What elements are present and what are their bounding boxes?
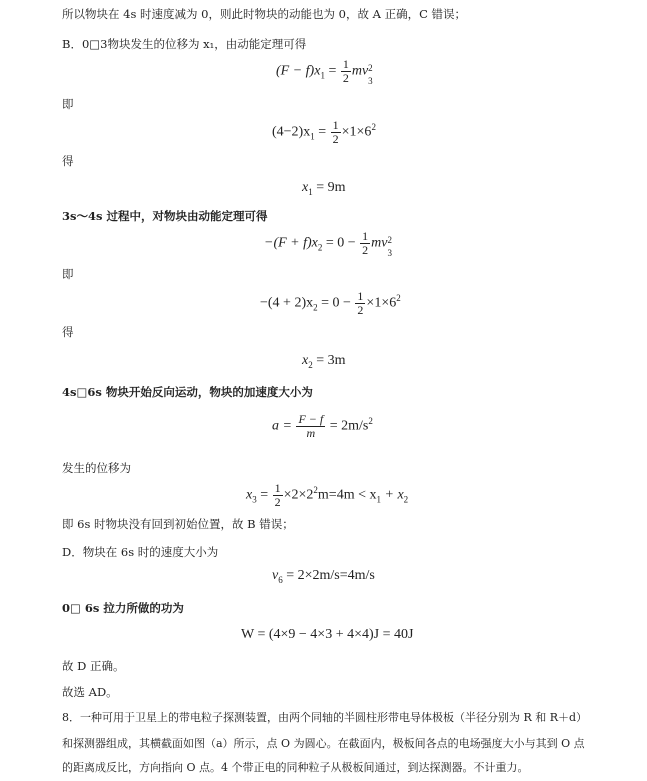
equation-4: $-(F + f)x_2 = 0$ − $\frac{1}{2}$ mv 2 3 [264, 229, 392, 258]
text-line: 得 [62, 325, 74, 339]
equation-8: $x_3$ = $\frac{1}{2}$ $\times 2\times 2^2m=4m < x_1 + x_2$ [246, 481, 409, 509]
equation-2: $(4-2)x_1$ = $\frac{1}{2}$ $\times 1\times 6^2$ [272, 118, 376, 146]
text-line: 得 [62, 154, 74, 168]
equation-6: $x_2 = 3m$ [302, 353, 346, 370]
text-line: 发生的位移为 [62, 461, 131, 475]
text-line: 故 D 正确。 [62, 659, 125, 673]
equation-5: $-(4 + 2)x_2 = 0$ − $\frac{1}{2}$ $\times 1\times 6^2$ [260, 289, 401, 317]
text-line: 即 6s 时物块没有回到初始位置，故 B 错误； [62, 517, 294, 531]
text-line: 4s□6s 物块开始反向运动，物块的加速度大小为 [62, 385, 313, 399]
question-text-line: 8．一种可用于卫星上的带电粒子探测装置，由两个同轴的半圆柱形带电导体极板（半径分别为 R 和 R＋d） [62, 711, 588, 724]
text-line: 即 [62, 267, 74, 281]
text-line: 所以物块在 4s 时速度减为 0，则此时物块的动能也为 0，故 A 正确，C 错误； [62, 7, 467, 21]
equation-9: $v_6 = 2\times 2m/s=4m/s$ [272, 568, 375, 585]
question-text-line: 的距离成反比，方向指向 O 点。4 个带正电的同种粒子从极板间通过，到达探测器。不计重力。 [62, 761, 529, 774]
text-line: 即 [62, 97, 74, 111]
text-line: D．物块在 6s 时的速度大小为 [62, 545, 219, 559]
equation-7: a = $\frac{F - f}{m}$ = $2m/s^2$ [272, 412, 373, 440]
text-line: 0□ 6s 拉力所做的功为 [62, 601, 184, 615]
equation-3: $x_1 = 9m$ [302, 180, 346, 197]
text-line: 故选 AD。 [62, 685, 118, 699]
question-text-line: 和探测器组成，其横截面如图（a）所示，点 O 为圆心。在截面内，极板间各点的电场强度大小与其到 O 点 [62, 737, 585, 750]
equation-10: W = (4×9 − 4×3 + 4×4)J = 40J [241, 627, 414, 642]
text-line: 3s～4s 过程中，对物块由动能定理可得 [62, 209, 268, 223]
equation-1: $(F - f)x_1$ = $\frac{1}{2}$ mv 2 3 [276, 57, 373, 86]
text-line: B．0□3物块发生的位移为 x₁，由动能定理可得 [62, 37, 307, 51]
